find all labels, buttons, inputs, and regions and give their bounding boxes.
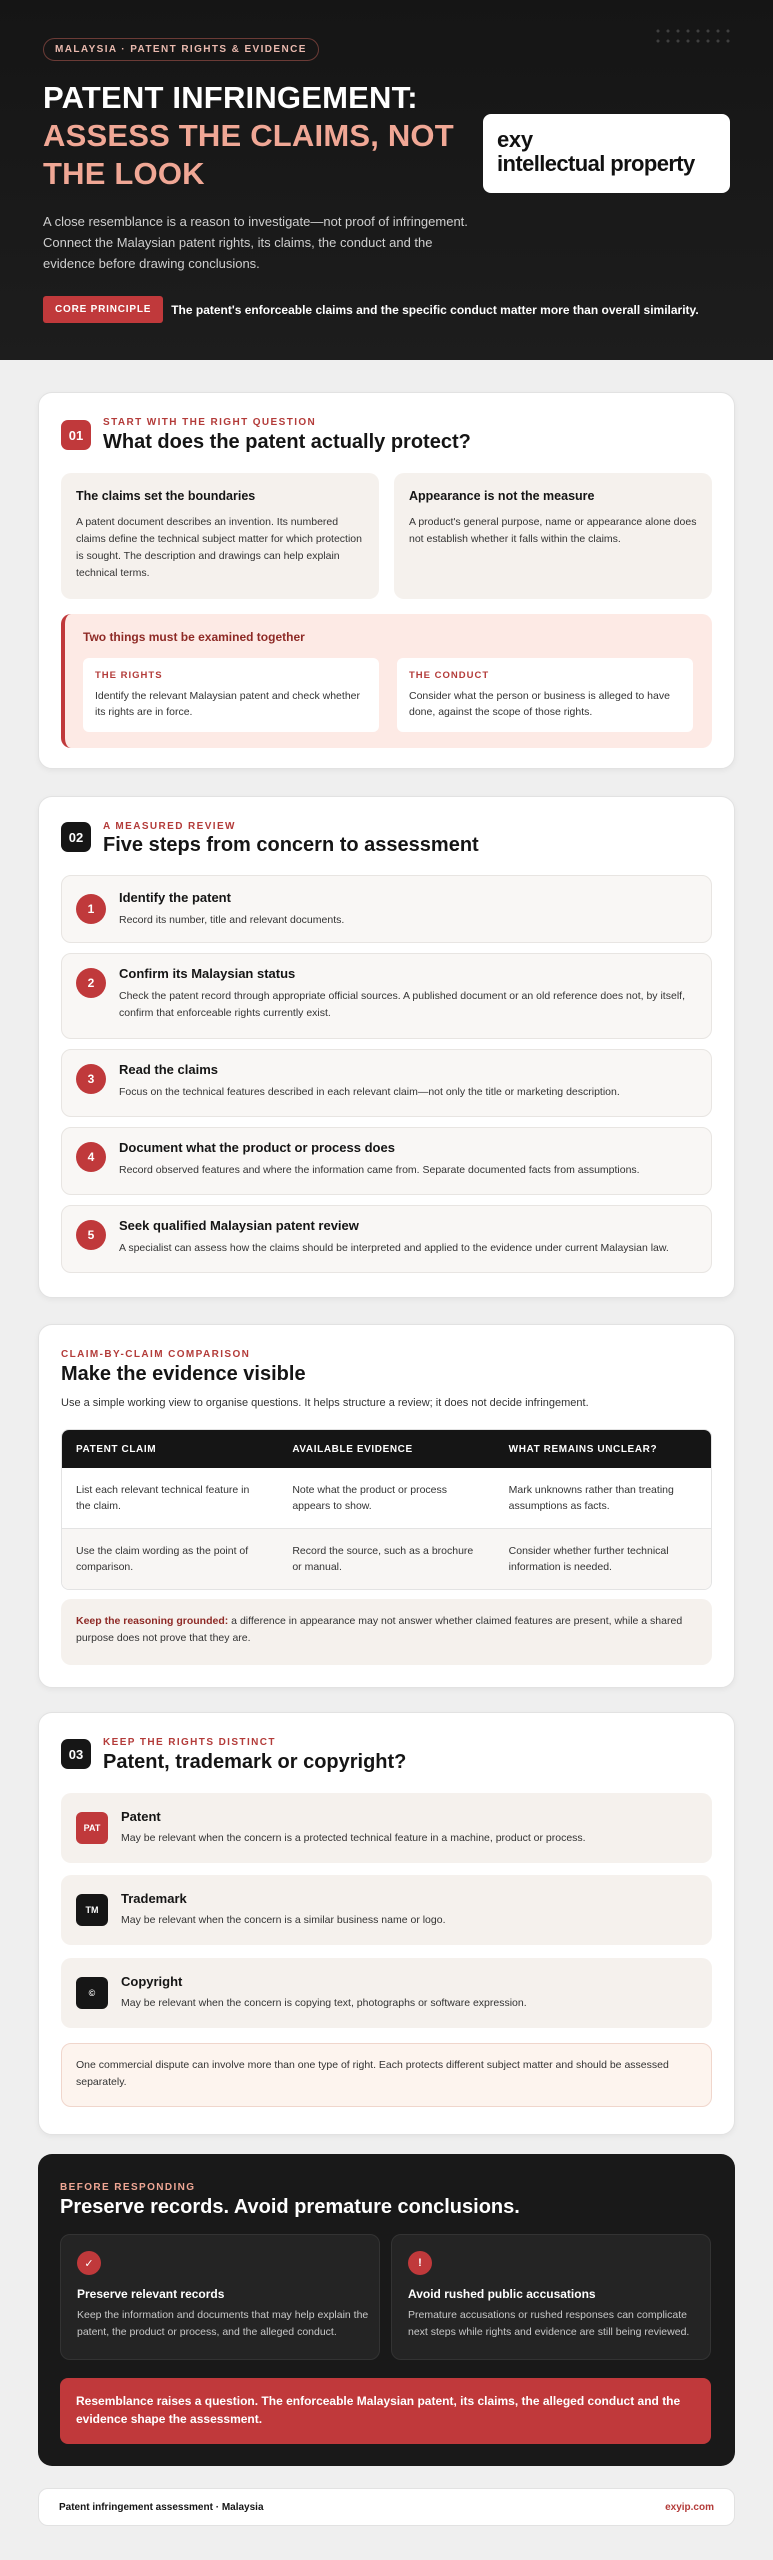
- section-kicker: BEFORE RESPONDING: [60, 2182, 196, 2193]
- panel-claims-boundaries: [61, 473, 379, 599]
- rights-text: Identify the relevant Malaysian patent and check whether its rights are in force.: [95, 690, 360, 718]
- step-number: 5: [76, 1220, 106, 1250]
- step-item: [61, 1049, 712, 1117]
- conduct-label: THE CONDUCT: [409, 670, 490, 681]
- conduct-text: Consider what the person or business is alleged to have done, against the scope of those rights.: [409, 690, 670, 718]
- section-title: Five steps from concern to assessment: [103, 834, 479, 856]
- table-row: [62, 1528, 711, 1589]
- section-kicker: KEEP THE RIGHTS DISTINCT: [103, 1737, 276, 1748]
- section-rights-card: [38, 1712, 735, 2135]
- right-text: May be relevant when the concern is a protected technical feature in a machine, product or process.: [121, 1832, 586, 1844]
- section-steps-card: [38, 796, 735, 1298]
- section-title: Preserve records. Avoid premature conclusions.: [60, 2196, 520, 2218]
- step-item: [61, 1127, 712, 1195]
- right-title: Copyright: [121, 1974, 183, 1989]
- table-cell: Record the source, such as a brochure or manual.: [292, 1545, 474, 1573]
- summary-banner: Resemblance raises a question. The enforceable Malaysian patent, its claims, the alleged conduct and the evidence shape the assessment.: [60, 2378, 711, 2444]
- section-number-badge: 02: [61, 822, 91, 852]
- core-principle-tag: CORE PRINCIPLE: [43, 296, 163, 323]
- section-number-badge: 03: [61, 1739, 91, 1769]
- section-title: Patent, trademark or copyright?: [103, 1751, 407, 1773]
- table-header: [62, 1430, 711, 1468]
- panel-text: Keep the information and documents that may help explain the patent, the product or process, and the alleged conduct.: [77, 2309, 369, 2338]
- title-line-2: ASSESS THE CLAIMS, NOT: [43, 118, 454, 153]
- brand-logo: [483, 114, 730, 193]
- right-item-trademark: [61, 1875, 712, 1945]
- section-subtitle: Use a simple working view to organise questions. It helps structure a review; it does not decide infringement.: [61, 1397, 589, 1409]
- comparison-table: [61, 1429, 712, 1590]
- section-number-badge: 01: [61, 420, 91, 450]
- decorative-dot-grid: [653, 26, 733, 46]
- eyebrow-pill: MALAYSIA · PATENT RIGHTS & EVIDENCE: [43, 38, 319, 61]
- step-text: A specialist can assess how the claims should be interpreted and applied to the evidence under current Malaysian law.: [119, 1242, 669, 1254]
- examined-together-box: [61, 614, 712, 748]
- step-number: 2: [76, 968, 106, 998]
- panel-appearance: [394, 473, 712, 599]
- lead-text: A close resemblance is a reason to investigate—not proof of infringement. Connect the Malaysian patent rights, its claims, the conduct and the evidence before drawing conclusions.: [43, 214, 468, 271]
- step-item: [61, 953, 712, 1039]
- section-claims-card: [38, 392, 735, 769]
- column-header: WHAT REMAINS UNCLEAR?: [508, 1443, 658, 1455]
- panel-title: Preserve relevant records: [77, 2287, 225, 2301]
- section-title: Make the evidence visible: [61, 1363, 306, 1385]
- trademark-icon: TM: [76, 1894, 108, 1926]
- step-title: Identify the patent: [119, 890, 231, 905]
- step-item: [61, 1205, 712, 1273]
- table-cell: Note what the product or process appears to show.: [292, 1484, 447, 1512]
- step-text: Focus on the technical features described in each relevant claim—not only the title or marketing description.: [119, 1086, 620, 1098]
- title-line-1: PATENT INFRINGEMENT:: [43, 80, 418, 115]
- panel-text: A patent document describes an invention. Its numbered claims define the technical subject matter for which protection is sought. The description and drawings can help explain technical terms.: [76, 516, 362, 579]
- right-text: May be relevant when the concern is a similar business name or logo.: [121, 1914, 446, 1926]
- panel-title: Appearance is not the measure: [409, 489, 595, 503]
- reasoning-note: [61, 1599, 712, 1665]
- right-item-patent: [61, 1793, 712, 1863]
- step-text: Record its number, title and relevant documents.: [119, 914, 345, 926]
- panel-title: The claims set the boundaries: [76, 489, 256, 503]
- reasoning-note-lead: Keep the reasoning grounded:: [76, 1615, 229, 1627]
- multiple-rights-note: One commercial dispute can involve more than one type of right. Each protects different subject matter and should be assessed separately.: [61, 2043, 712, 2107]
- table-cell: List each relevant technical feature in the claim.: [76, 1484, 250, 1512]
- table-cell: Use the claim wording as the point of comparison.: [76, 1545, 249, 1573]
- step-title: Document what the product or process does: [119, 1140, 395, 1155]
- step-text: Check the patent record through appropriate official sources. A published document or an old reference does not, by itself, confirm that enforceable rights currently exist.: [119, 990, 685, 1019]
- check-icon: ✓: [77, 2251, 101, 2275]
- step-number: 3: [76, 1064, 106, 1094]
- alert-icon: !: [408, 2251, 432, 2275]
- preserve-records-panel: [60, 2234, 380, 2360]
- hero-header: [0, 0, 773, 360]
- rights-label: THE RIGHTS: [95, 670, 163, 681]
- examined-together-title: Two things must be examined together: [83, 630, 305, 644]
- logo-line-1: exy: [497, 127, 533, 152]
- step-number: 1: [76, 894, 106, 924]
- section-title: What does the patent actually protect?: [103, 431, 471, 453]
- section-kicker: START WITH THE RIGHT QUESTION: [103, 417, 317, 428]
- conduct-box: [397, 658, 693, 732]
- right-text: May be relevant when the concern is copying text, photographs or software expression.: [121, 1997, 527, 2009]
- column-header: AVAILABLE EVIDENCE: [292, 1443, 413, 1455]
- rights-box: [83, 658, 379, 732]
- page-footer: [38, 2488, 735, 2526]
- step-text: Record observed features and where the information came from. Separate documented facts from assumptions.: [119, 1164, 640, 1176]
- panel-text: Premature accusations or rushed responses can complicate next steps while rights and evidence are still being reviewed.: [408, 2309, 690, 2338]
- table-cell: Mark unknowns rather than treating assumptions as facts.: [508, 1484, 674, 1512]
- section-evidence-card: [38, 1324, 735, 1688]
- core-principle-text: The patent's enforceable claims and the specific conduct matter more than overall similarity.: [171, 302, 699, 317]
- step-number: 4: [76, 1142, 106, 1172]
- right-title: Patent: [121, 1809, 161, 1824]
- column-header: PATENT CLAIM: [76, 1443, 157, 1455]
- table-cell: Consider whether further technical information is needed.: [508, 1545, 669, 1573]
- step-title: Seek qualified Malaysian patent review: [119, 1218, 359, 1233]
- footer-website-link[interactable]: exyip.com: [665, 2501, 714, 2513]
- right-item-copyright: [61, 1958, 712, 2028]
- avoid-accusations-panel: [391, 2234, 711, 2360]
- panel-title: Avoid rushed public accusations: [408, 2287, 596, 2301]
- panel-text: A product's general purpose, name or appearance alone does not establish whether it falls within the claims.: [409, 516, 697, 545]
- section-kicker: CLAIM-BY-CLAIM COMPARISON: [61, 1349, 251, 1360]
- right-title: Trademark: [121, 1891, 187, 1906]
- table-row: [62, 1468, 711, 1528]
- step-title: Read the claims: [119, 1062, 218, 1077]
- copyright-icon: ©: [76, 1977, 108, 2009]
- step-item: [61, 875, 712, 943]
- section-kicker: A MEASURED REVIEW: [103, 821, 236, 832]
- title-line-3: THE LOOK: [43, 156, 205, 191]
- patent-icon: PAT: [76, 1812, 108, 1844]
- footer-caption: Patent infringement assessment · Malaysia: [59, 2501, 264, 2513]
- reasoning-note-text: a difference in appearance may not answer whether claimed features are present, while a shared purpose does not prove that they are.: [76, 1615, 683, 1644]
- logo-line-2: intellectual property: [497, 151, 695, 176]
- step-title: Confirm its Malaysian status: [119, 966, 296, 981]
- core-principle: [43, 296, 699, 323]
- section-before-responding-card: [38, 2154, 735, 2466]
